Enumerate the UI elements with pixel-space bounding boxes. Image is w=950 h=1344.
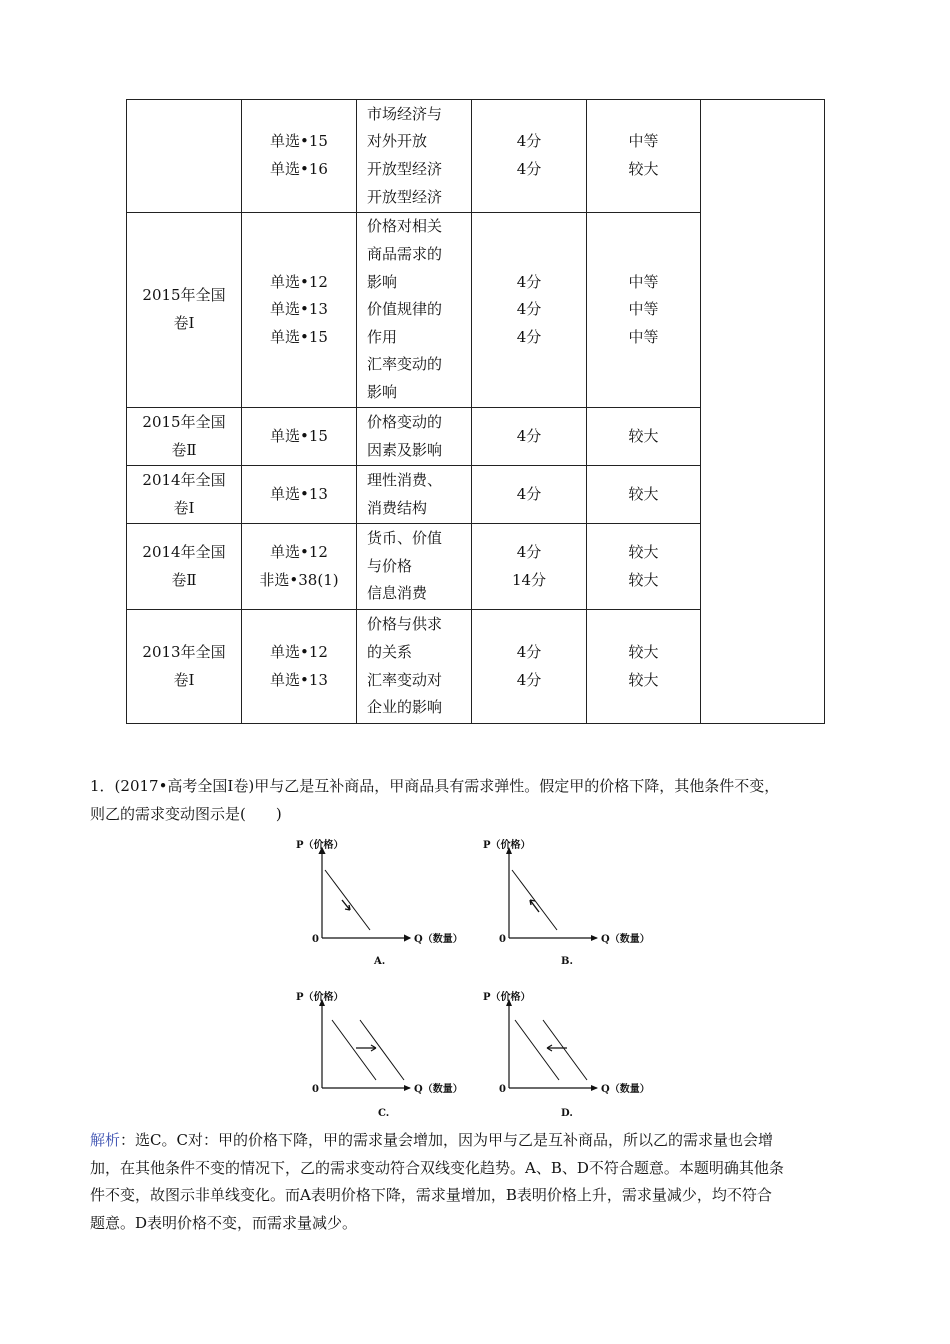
origin-label: 0: [499, 934, 506, 945]
option-label: D.: [561, 1108, 573, 1119]
table-row: [127, 213, 825, 408]
source-cell-line: 2015年全国: [142, 286, 226, 305]
difficulty-cell-line: 较大: [628, 570, 659, 589]
question-cell: [242, 408, 357, 466]
analysis-line-4: 题意。D表明价格不变，而需求量减少。: [90, 1213, 358, 1232]
difficulty-cell: [587, 466, 701, 524]
analysis-line-2: 加，在其他条件不变的情况下，乙的需求变动符合双线变化趋势。A、B、D不符合题意。本题明确其他条: [90, 1158, 784, 1177]
topic-cell: [357, 466, 472, 524]
score-cell: [472, 213, 587, 408]
demand-curve-shifted: [360, 1020, 404, 1080]
graph-option-b: [477, 832, 667, 972]
origin-label: 0: [312, 1084, 319, 1095]
demand-curve: [325, 870, 370, 930]
option-label: C.: [378, 1108, 390, 1119]
graph-option-c: [290, 984, 480, 1124]
question-1: [90, 772, 870, 828]
demand-curve-shifted: [515, 1020, 559, 1080]
topic-cell-line: 理性消费、: [367, 470, 443, 489]
topic-cell-line: 价格对相关: [367, 217, 443, 236]
difficulty-cell: [587, 408, 701, 466]
topic-cell-line: 价格变动的: [367, 412, 443, 431]
question-cell-line: 单选•12: [270, 642, 328, 661]
score-cell-line: 4分: [516, 272, 542, 291]
question-cell: [242, 466, 357, 524]
option-label: A.: [374, 956, 386, 967]
topic-cell-line: 企业的影响: [367, 698, 443, 717]
question-cell-line: 单选•13: [270, 670, 328, 689]
topic-cell-line: 商品需求的: [367, 245, 443, 264]
score-cell: [472, 100, 587, 213]
question-cell-line: 单选•15: [270, 327, 328, 346]
topic-cell-line: 信息消费: [367, 584, 428, 603]
topic-cell: [357, 524, 472, 610]
origin-label: 0: [499, 1084, 506, 1095]
difficulty-cell: [587, 610, 701, 724]
topic-cell-line: 的关系: [367, 642, 413, 661]
topic-cell-line: 对外开放: [367, 132, 428, 151]
source-cell-line: 卷Ⅰ: [173, 670, 195, 689]
exam-analysis-table: [126, 99, 825, 724]
question-cell: [242, 213, 357, 408]
topic-cell-line: 开放型经济: [367, 160, 443, 178]
topic-cell-line: 货币、价值: [367, 529, 443, 548]
topic-cell-line: 汇率变动的: [367, 355, 443, 374]
source-cell: [127, 524, 242, 610]
score-cell: [472, 466, 587, 524]
difficulty-cell-line: 较大: [628, 426, 659, 445]
option-label: B.: [561, 956, 573, 967]
source-cell: [127, 466, 242, 524]
score-cell-line: 4分: [516, 670, 542, 689]
analysis-line-3: 件不变，故图示非单线变化。而A表明价格下降，需求量增加，B表明价格上升，需求量减少，均不符合: [90, 1186, 772, 1204]
score-cell-line: 4分: [516, 426, 542, 445]
topic-cell-line: 影响: [367, 382, 398, 401]
source-cell-line: 卷Ⅰ: [173, 314, 195, 332]
topic-cell-line: 市场经济与: [367, 104, 443, 123]
topic-cell-line: 作用: [367, 327, 398, 346]
topic-cell: [357, 610, 472, 724]
source-cell: [127, 213, 242, 408]
difficulty-cell-line: 中等: [628, 132, 659, 151]
demand-curve-original: [332, 1020, 376, 1080]
score-cell-line: 4分: [516, 132, 542, 151]
score-cell-line: 4分: [516, 484, 542, 503]
source-cell-line: 卷Ⅰ: [173, 498, 195, 517]
remarks-cell: [701, 213, 825, 724]
score-cell: [472, 408, 587, 466]
q-axis-label: Q（数量）: [601, 934, 650, 945]
difficulty-cell-line: 较大: [628, 484, 659, 503]
arrow-up-icon: [530, 900, 539, 912]
difficulty-cell: [587, 100, 701, 213]
table-row: [127, 100, 825, 213]
source-cell-line: 2014年全国: [142, 470, 226, 489]
arrow-right-icon: [356, 1045, 376, 1051]
q-axis-label: Q（数量）: [414, 1084, 463, 1095]
score-cell-line: 4分: [516, 642, 542, 661]
question-cell: [242, 100, 357, 213]
source-cell-line: 2013年全国: [142, 642, 226, 661]
source-cell-line: 卷Ⅱ: [171, 570, 197, 589]
topic-cell-line: 消费结构: [367, 498, 428, 517]
arrow-left-icon: [547, 1045, 567, 1051]
difficulty-cell: [587, 524, 701, 610]
remarks-cell: [701, 100, 825, 213]
topic-cell-line: 价值规律的: [367, 300, 443, 319]
score-cell-line: 14分: [511, 570, 547, 589]
origin-label: 0: [312, 934, 319, 945]
difficulty-cell-line: 中等: [628, 272, 659, 291]
question-cell-line: 单选•12: [270, 542, 328, 561]
analysis-label: 解析: [90, 1131, 121, 1149]
question-cell-line: 单选•12: [270, 272, 328, 291]
difficulty-cell-line: 较大: [628, 542, 659, 561]
p-axis-label: P（价格）: [296, 840, 344, 851]
graph-option-a: [290, 832, 480, 972]
p-axis-label: P（价格）: [296, 992, 344, 1003]
difficulty-cell-line: 较大: [628, 642, 659, 661]
question-cell-line: 非选•38(1): [259, 570, 339, 589]
question-cell: [242, 610, 357, 724]
question-cell-line: 单选•15: [270, 426, 328, 445]
question-line-1: 1．(2017•高考全国Ⅰ卷)甲与乙是互补商品，甲商品具有需求弹性。假定甲的价格下降，其他条件不变，: [90, 777, 780, 795]
score-cell-line: 4分: [516, 542, 542, 561]
analysis-paragraph: [90, 1127, 865, 1237]
question-cell-line: 单选•13: [270, 484, 328, 503]
analysis-line-1: [90, 1127, 865, 1155]
difficulty-cell-line: 中等: [628, 300, 659, 319]
source-cell-line: 卷Ⅱ: [171, 440, 197, 459]
topic-cell-line: 因素及影响: [367, 440, 443, 459]
score-cell: [472, 610, 587, 724]
topic-cell-line: 与价格: [367, 556, 413, 575]
q-axis-label: Q（数量）: [414, 934, 463, 945]
demand-curve: [512, 870, 557, 930]
score-cell-line: 4分: [516, 327, 542, 346]
topic-cell-line: 汇率变动对: [367, 670, 443, 689]
q-axis-label: Q（数量）: [601, 1084, 650, 1095]
question-line-2: 则乙的需求变动图示是( ): [90, 805, 282, 823]
topic-cell-line: 价格与供求: [367, 615, 443, 634]
difficulty-cell: [587, 213, 701, 408]
p-axis-label: P（价格）: [483, 992, 531, 1003]
topic-cell: [357, 213, 472, 408]
source-cell: [127, 100, 242, 213]
score-cell-line: 4分: [516, 160, 542, 178]
difficulty-cell-line: 中等: [628, 327, 659, 346]
question-cell-line: 单选•15: [270, 132, 328, 151]
topic-cell-line: 影响: [367, 272, 398, 291]
question-cell-line: 单选•13: [270, 300, 328, 319]
p-axis-label: P（价格）: [483, 840, 531, 851]
difficulty-cell-line: 较大: [628, 670, 659, 689]
topic-cell-line: 开放型经济: [367, 187, 443, 206]
source-cell-line: 2015年全国: [142, 412, 226, 431]
score-cell-line: 4分: [516, 300, 542, 319]
source-cell: [127, 408, 242, 466]
topic-cell: [357, 408, 472, 466]
difficulty-cell-line: 较大: [628, 160, 659, 178]
analysis-text-1: ：选C。C对：甲的价格下降，甲的需求量会增加，因为甲与乙是互补商品，所以乙的需求量也会增: [120, 1131, 773, 1149]
question-cell-line: 单选•16: [270, 160, 328, 178]
topic-cell: [357, 100, 472, 213]
question-cell: [242, 524, 357, 610]
source-cell: [127, 610, 242, 724]
graph-option-d: [477, 984, 667, 1124]
score-cell: [472, 524, 587, 610]
source-cell-line: 2014年全国: [142, 542, 226, 561]
